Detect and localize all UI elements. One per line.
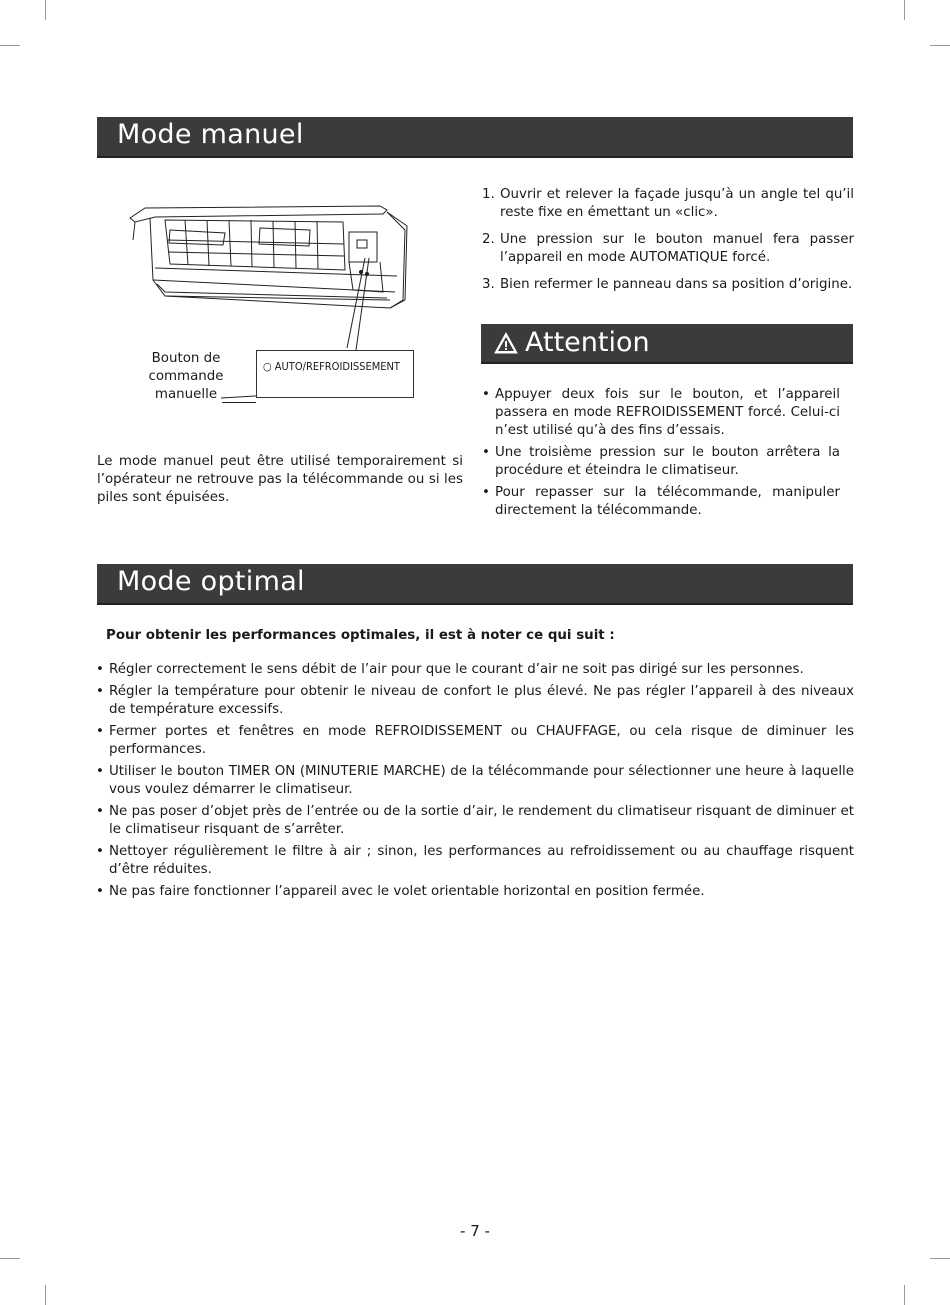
list-item: • Fermer portes et fenêtres en mode REFROIDISSEMENT ou CHAUFFAGE, ou cela risque de diminuer les performances. xyxy=(96,723,854,759)
list-item: • Régler la température pour obtenir le niveau de confort le plus élevé. Ne pas régler l’appareil à des niveaux de température excessifs. xyxy=(96,683,854,719)
list-item: • Pour repasser sur la télécommande, manipuler directement la télécommande. xyxy=(482,484,840,520)
page-number: - 7 - xyxy=(460,1222,490,1240)
step-item: 1. Ouvrir et relever la façade jusqu’à un angle tel qu’il reste fixe en émettant un «clic». xyxy=(482,187,854,220)
auto-cool-button-callout xyxy=(256,350,414,398)
attention-header xyxy=(481,324,853,364)
optimal-mode-lead: Pour obtenir les performances optimales, il est à noter ce qui suit : xyxy=(106,628,615,643)
manual-mode-description: Le mode manuel peut être utilisé temporairement si l’opérateur ne retrouve pas la télécommande ou si les piles sont épuisées. xyxy=(97,454,463,505)
manual-mode-title: Mode manuel xyxy=(117,119,304,150)
crop-mark xyxy=(0,45,20,46)
list-item: • Régler correctement le sens débit de l’air pour que le courant d’air ne soit pas dirigé sur les personnes. xyxy=(96,661,854,679)
crop-mark xyxy=(904,1285,905,1305)
auto-cool-button-label: ○ AUTO/REFROIDISSEMENT xyxy=(263,360,400,373)
attention-list xyxy=(482,386,840,520)
list-item: • Ne pas faire fonctionner l’appareil avec le volet orientable horizontal en position fermée. xyxy=(96,883,854,901)
crop-mark xyxy=(45,0,46,20)
crop-mark xyxy=(0,1258,20,1259)
manual-mode-steps xyxy=(482,186,854,303)
optimal-mode-title: Mode optimal xyxy=(117,566,305,597)
list-item: • Une troisième pression sur le bouton arrêtera la procédure et éteindra le climatiseur. xyxy=(482,444,840,480)
optimal-mode-list xyxy=(96,661,854,901)
label-underline xyxy=(222,402,256,403)
manual-mode-header xyxy=(97,117,853,158)
step-item: 3. Bien refermer le panneau dans sa position d’origine. xyxy=(482,277,853,292)
crop-mark xyxy=(930,45,950,46)
list-item: • Ne pas poser d’objet près de l’entrée ou de la sortie d’air, le rendement du climatiseur risquant de diminuer et le climatiseur risquant de s’arrêter. xyxy=(96,803,854,839)
optimal-mode-header xyxy=(97,564,853,605)
step-item: 2. Une pression sur le bouton manuel fera passer l’appareil en mode AUTOMATIQUE forcé. xyxy=(482,232,854,265)
crop-mark xyxy=(45,1285,46,1305)
list-item: • Appuyer deux fois sur le bouton, et l’appareil passera en mode REFROIDISSEMENT forcé. Celui-ci n’est utilisé qu’à des fins d’essais. xyxy=(482,386,840,440)
crop-mark xyxy=(904,0,905,20)
crop-mark xyxy=(930,1258,950,1259)
attention-title: Attention xyxy=(525,327,650,358)
list-item: • Nettoyer régulièrement le filtre à air ; sinon, les performances au refroidissement ou au chauffage risquent d’être réduites. xyxy=(96,843,854,879)
list-item: • Utiliser le bouton TIMER ON (MINUTERIE MARCHE) de la télécommande pour sélectionner une heure à laquelle vous voulez démarrer le climatiseur. xyxy=(96,763,854,799)
warning-icon xyxy=(494,332,518,354)
manual-button-label: Bouton de commande manuelle xyxy=(148,351,224,402)
